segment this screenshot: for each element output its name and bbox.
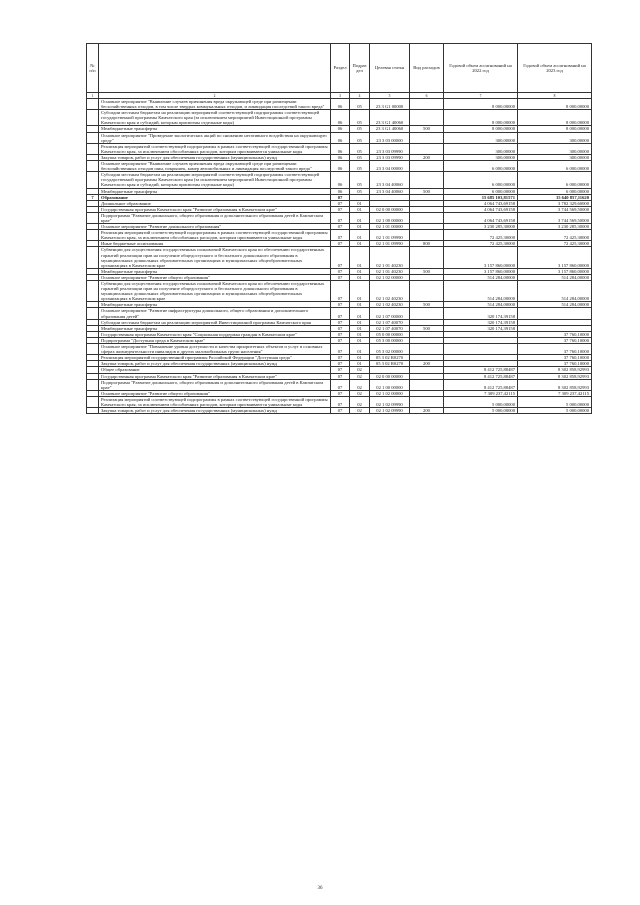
- row-podrazdel: 01: [350, 274, 370, 280]
- row-amount-2022: 300,00000: [444, 154, 518, 160]
- row-podrazdel: 05: [350, 132, 370, 143]
- row-name: Подпрограмма "Развитие дошкольного, общего образования и дополнительного образования детей в Камчатском крае": [99, 212, 331, 223]
- row-razdel: 07: [331, 379, 350, 390]
- row-name: Межбюджетные трансферты: [99, 268, 331, 274]
- row-number: [87, 143, 99, 154]
- row-amount-2022: 320 174,39158: [444, 325, 518, 331]
- header-2023: Годовой объем ассигнований на 2023 год: [518, 44, 592, 93]
- row-amount-2022: 514 284,00000: [444, 281, 518, 302]
- row-amount-2023: 37 760,10000: [518, 361, 592, 367]
- row-csr: 05 3 02 R0270: [370, 361, 410, 367]
- row-csr: 23 3 04 40060: [370, 172, 410, 188]
- row-razdel: 07: [331, 373, 350, 379]
- row-vr: [410, 396, 444, 407]
- row-amount-2023: 514 284,00000: [518, 274, 592, 280]
- row-csr: 02 1 02 09990: [370, 396, 410, 407]
- row-number: [87, 396, 99, 407]
- row-amount-2023: 300,00000: [518, 154, 592, 160]
- row-number: [87, 212, 99, 223]
- row-csr: 05 0 00 00000: [370, 331, 410, 337]
- row-amount-2022: 7 309 237,42115: [444, 390, 518, 396]
- row-amount-2023: 514 284,00000: [518, 281, 592, 302]
- row-name: Межбюджетные трансферты: [99, 126, 331, 132]
- row-podrazdel: 05: [350, 143, 370, 154]
- row-amount-2023: 5 000,00000: [518, 396, 592, 407]
- row-amount-2023: 3 744 569,50000: [518, 212, 592, 223]
- row-name: Образование: [99, 194, 331, 200]
- row-vr: [410, 281, 444, 302]
- table-row: [87, 379, 592, 390]
- row-amount-2022: 300,00000: [444, 132, 518, 143]
- column-index: 1: [87, 93, 99, 99]
- row-amount-2022: 6 000,00000: [444, 188, 518, 194]
- page-number: 36: [317, 886, 323, 891]
- row-amount-2022: 320 174,39158: [444, 308, 518, 319]
- row-vr: 500: [410, 302, 444, 308]
- row-amount-2022: 514 284,00000: [444, 302, 518, 308]
- row-amount-2023: 6 000,00000: [518, 161, 592, 172]
- row-amount-2023: 3 157 860,00000: [518, 268, 592, 274]
- row-razdel: 07: [331, 274, 350, 280]
- row-amount-2023: 300,00000: [518, 132, 592, 143]
- row-csr: 05 3 00 00000: [370, 337, 410, 343]
- row-razdel: 07: [331, 337, 350, 343]
- row-name: Иные бюджетные ассигнования: [99, 241, 331, 247]
- table-row: [87, 230, 592, 241]
- row-podrazdel: 02: [350, 367, 370, 373]
- column-index: 7: [444, 93, 518, 99]
- row-name: Закупка товаров, работ и услуг для обеспечения государственных (муниципальных) нужд: [99, 154, 331, 160]
- row-amount-2023: 514 284,00000: [518, 302, 592, 308]
- row-name: Межбюджетные трансферты: [99, 302, 331, 308]
- row-razdel: 07: [331, 230, 350, 241]
- row-podrazdel: 05: [350, 154, 370, 160]
- row-amount-2023: 8 302 858,92993: [518, 379, 592, 390]
- row-razdel: 07: [331, 212, 350, 223]
- row-vr: [410, 247, 444, 268]
- header-name: [99, 44, 331, 93]
- row-amount-2022: 320 174,39158: [444, 319, 518, 325]
- row-name: Субсидии местным бюджетам на реализацию мероприятий соответствующей подпрограммы соответствующей государственной программы Камчатского края (за исключением мероприятий Инвестиционной программы Камчатского края и субсидий, которым присвоены отдельные коды): [99, 172, 331, 188]
- row-amount-2022: 3 157 860,00000: [444, 247, 518, 268]
- row-amount-2022: 300,00000: [444, 143, 518, 154]
- row-name: Подпрограмма "Доступная среда в Камчатском крае": [99, 337, 331, 343]
- row-amount-2022: 4 064 743,69158: [444, 212, 518, 223]
- row-name: Субвенции для осуществления государственных полномочий Камчатского края по обеспечению государственных гарантий реализации прав на получение общедоступного и бесплатного дошкольного образования в муниципальных дошкольных образовательных организациях и муниципальных общеобразовательных организациях в Камчатском крае: [99, 247, 331, 268]
- table-row: [87, 143, 592, 154]
- row-vr: 200: [410, 361, 444, 367]
- row-amount-2023: 7 309 237,42115: [518, 390, 592, 396]
- row-amount-2022: 4 064 743,69158: [444, 200, 518, 206]
- table-row: [87, 132, 592, 143]
- row-vr: 500: [410, 268, 444, 274]
- row-podrazdel: 01: [350, 224, 370, 230]
- table-row: [87, 247, 592, 268]
- row-podrazdel: 05: [350, 126, 370, 132]
- table-row: [87, 161, 592, 172]
- row-vr: 200: [410, 408, 444, 414]
- row-razdel: 07: [331, 224, 350, 230]
- row-podrazdel: 01: [350, 206, 370, 212]
- row-number: [87, 247, 99, 268]
- row-csr: 23 3 03 00000: [370, 132, 410, 143]
- row-csr: 02 1 01 00000: [370, 224, 410, 230]
- row-name: Закупка товаров, работ и услуг для обеспечения государственных (муниципальных) нужд: [99, 408, 331, 414]
- row-podrazdel: 01: [350, 308, 370, 319]
- row-razdel: 07: [331, 247, 350, 268]
- row-podrazdel: 01: [350, 212, 370, 223]
- row-podrazdel: 05: [350, 172, 370, 188]
- row-number: [87, 99, 99, 110]
- row-podrazdel: 01: [350, 331, 370, 337]
- row-amount-2022: 6 000,00000: [444, 161, 518, 172]
- table-row: [87, 172, 592, 188]
- column-index: 5: [370, 93, 410, 99]
- row-amount-2023: 6 000,00000: [518, 188, 592, 194]
- row-amount-2023: 6 000,00000: [518, 172, 592, 188]
- row-csr: 02 1 02 40230: [370, 281, 410, 302]
- row-razdel: 07: [331, 408, 350, 414]
- row-podrazdel: 02: [350, 373, 370, 379]
- row-amount-2022: 3 230 285,30000: [444, 224, 518, 230]
- row-name: Основное мероприятие "Выявление случаев причинения вреда окружающей среде при размещении бесхозяйственных отходов, в том числе твердых коммунальных отходов, и ликвидация последствий такого вреда": [99, 99, 331, 110]
- row-podrazdel: 01: [350, 200, 370, 206]
- row-csr: 23 3 04 40060: [370, 188, 410, 194]
- row-amount-2023: 8 000,00000: [518, 110, 592, 126]
- row-csr: 02 1 07 00000: [370, 308, 410, 319]
- row-podrazdel: 05: [350, 188, 370, 194]
- row-csr: 02 1 07 40070: [370, 319, 410, 325]
- row-vr: [410, 161, 444, 172]
- row-csr: 05 3 02 00000: [370, 344, 410, 355]
- row-name: Межбюджетные трансферты: [99, 188, 331, 194]
- row-amount-2023: 3 744 569,50000: [518, 206, 592, 212]
- row-name: Основное мероприятие "Развитие дошкольного образования": [99, 224, 331, 230]
- row-name: Межбюджетные трансферты: [99, 325, 331, 331]
- table-row: [87, 308, 592, 319]
- table-row: [87, 110, 592, 126]
- row-razdel: 06: [331, 99, 350, 110]
- row-podrazdel: 05: [350, 110, 370, 126]
- row-razdel: 07: [331, 241, 350, 247]
- row-csr: 02 1 02 40230: [370, 302, 410, 308]
- row-vr: [410, 132, 444, 143]
- row-podrazdel: 01: [350, 268, 370, 274]
- row-razdel: 07: [331, 281, 350, 302]
- table-row: [87, 99, 592, 110]
- row-amount-2022: 8 000,00000: [444, 110, 518, 126]
- row-number: [87, 281, 99, 302]
- row-number: [87, 379, 99, 390]
- row-csr: 23 3 G1 40060: [370, 126, 410, 132]
- row-podrazdel: 05: [350, 161, 370, 172]
- header-vr: Вид расходов: [410, 44, 444, 93]
- table-row: [87, 212, 592, 223]
- row-amount-2023: 5 000,00000: [518, 408, 592, 414]
- row-podrazdel: 01: [350, 281, 370, 302]
- row-razdel: 07: [331, 319, 350, 325]
- row-csr: 02 1 00 00000: [370, 379, 410, 390]
- row-amount-2023: 37 760,10000: [518, 331, 592, 337]
- table-header-row: [87, 44, 592, 93]
- row-csr: 23 3 G1 00000: [370, 99, 410, 110]
- budget-table: [86, 43, 592, 414]
- row-razdel: 07: [331, 390, 350, 396]
- row-amount-2023: 37 760,10000: [518, 337, 592, 343]
- row-name: Общее образование: [99, 367, 331, 373]
- row-amount-2023: 8 000,00000: [518, 126, 592, 132]
- column-index: 6: [410, 93, 444, 99]
- row-amount-2023: [518, 308, 592, 319]
- row-number: [87, 110, 99, 126]
- row-name: Основное мероприятие "Развитие общего образования": [99, 274, 331, 280]
- row-razdel: 06: [331, 161, 350, 172]
- row-number: [87, 344, 99, 355]
- row-vr: [410, 344, 444, 355]
- row-podrazdel: 01: [350, 361, 370, 367]
- row-amount-2022: 8 000,00000: [444, 126, 518, 132]
- row-name: Субсидии местным бюджетам на реализацию мероприятий соответствующей подпрограммы соответствующей государственной программы Камчатского края (за исключением мероприятий Инвестиционной программы Камчатского края и субсидий, которым присвоены отдельные коды): [99, 110, 331, 126]
- table-row: [87, 408, 592, 414]
- row-csr: 23 3 G1 40060: [370, 110, 410, 126]
- row-razdel: 07: [331, 367, 350, 373]
- row-amount-2022: 8 412 725,88487: [444, 367, 518, 373]
- row-razdel: 06: [331, 110, 350, 126]
- row-amount-2023: 3 157 860,00000: [518, 247, 592, 268]
- row-razdel: 07: [331, 344, 350, 355]
- table-row: [87, 396, 592, 407]
- row-amount-2023: 3 230 285,30000: [518, 224, 592, 230]
- row-vr: [410, 99, 444, 110]
- row-amount-2022: 8 412 725,88487: [444, 379, 518, 390]
- row-vr: [410, 110, 444, 126]
- row-podrazdel: 01: [350, 355, 370, 361]
- row-name: Реализация мероприятий соответствующей подпрограммы в рамках соответствующей государственной программы Камчатского края, за исключением обособленных расходов, которым присваиваются уникальные коды: [99, 396, 331, 407]
- row-csr: 02 1 01 09990: [370, 241, 410, 247]
- row-vr: [410, 308, 444, 319]
- row-razdel: 06: [331, 172, 350, 188]
- header-razdel: Раздел: [331, 44, 350, 93]
- row-vr: [410, 212, 444, 223]
- row-amount-2023: 15 640 857,11620: [518, 194, 592, 200]
- row-razdel: 07: [331, 268, 350, 274]
- row-number: [87, 308, 99, 319]
- column-index: 8: [518, 93, 592, 99]
- row-amount-2023: 8 302 858,92993: [518, 373, 592, 379]
- row-amount-2022: 15 685 103,81571: [444, 194, 518, 200]
- row-name: Основное мероприятие "Развитие инфраструктуры дошкольного, общего образования и дополнительного образования детей": [99, 308, 331, 319]
- row-number: [87, 172, 99, 188]
- row-amount-2023: 37 760,10000: [518, 355, 592, 361]
- row-podrazdel: 01: [350, 241, 370, 247]
- header-csr: Целевая статья: [370, 44, 410, 93]
- row-podrazdel: 02: [350, 390, 370, 396]
- row-csr: 23 3 03 09990: [370, 154, 410, 160]
- row-csr: 23 3 04 00000: [370, 161, 410, 172]
- row-amount-2023: 300,00000: [518, 143, 592, 154]
- row-csr: 02 1 01 40230: [370, 247, 410, 268]
- row-name: Основное мероприятие "Выявление случаев причинения вреда окружающей среде при размещении бесхозяйственных отходов шин, покрышек, камер автомобильных и ликвидация последствий такого вреда": [99, 161, 331, 172]
- column-index: 2: [99, 93, 331, 99]
- row-csr: 02 0 00 00000: [370, 206, 410, 212]
- row-amount-2022: [444, 344, 518, 355]
- row-csr: 02 1 02 00000: [370, 274, 410, 280]
- row-csr: 02 1 01 09990: [370, 230, 410, 241]
- row-csr: 02 1 02 09990: [370, 408, 410, 414]
- row-podrazdel: 01: [350, 230, 370, 241]
- row-vr: [410, 143, 444, 154]
- row-razdel: 06: [331, 143, 350, 154]
- row-amount-2022: 514 284,00000: [444, 274, 518, 280]
- row-name: Основное мероприятие "Повышение уровня доступности и качества приоритетных объектов и услуг в основных сферах жизнедеятельности инвалидов и других маломобильных групп населения": [99, 344, 331, 355]
- row-name: Субвенции для осуществления государственных полномочий Камчатского края по обеспечению государственных гарантий реализации прав на получение общедоступного и бесплатного дошкольного образования в муниципальных дошкольных образовательных организациях и муниципальных общеобразовательных организациях в Камчатском крае: [99, 281, 331, 302]
- row-name: Субсидии местным бюджетам на реализацию мероприятий Инвестиционной программы Камчатского края: [99, 319, 331, 325]
- row-amount-2022: 72 425,30000: [444, 230, 518, 241]
- row-vr: [410, 379, 444, 390]
- row-name: Государственная программа Камчатского края "Развитие образования в Камчатском крае": [99, 206, 331, 212]
- row-razdel: 06: [331, 154, 350, 160]
- table-row: [87, 281, 592, 302]
- row-amount-2023: 72 425,30000: [518, 230, 592, 241]
- header-2022: Годовой объем ассигнований на 2022 год: [444, 44, 518, 93]
- row-vr: 500: [410, 188, 444, 194]
- row-name: Закупка товаров, работ и услуг для обеспечения государственных (муниципальных) нужд: [99, 361, 331, 367]
- row-name: Государственная программа Камчатского края "Социальная поддержка граждан в Камчатском крае": [99, 331, 331, 337]
- row-amount-2023: 72 425,30000: [518, 241, 592, 247]
- row-razdel: 06: [331, 126, 350, 132]
- row-razdel: 07: [331, 302, 350, 308]
- row-podrazdel: 02: [350, 408, 370, 414]
- row-vr: 800: [410, 241, 444, 247]
- row-amount-2023: 3 782 329,60000: [518, 200, 592, 206]
- row-number: [87, 161, 99, 172]
- row-amount-2022: 6 000,00000: [444, 172, 518, 188]
- row-amount-2022: 72 425,30000: [444, 241, 518, 247]
- row-razdel: 07: [331, 206, 350, 212]
- row-podrazdel: 01: [350, 325, 370, 331]
- row-razdel: 07: [331, 194, 350, 200]
- row-razdel: 06: [331, 132, 350, 143]
- row-razdel: 07: [331, 355, 350, 361]
- row-name: Реализация мероприятий государственной программы Российской Федерации "Доступная среда": [99, 355, 331, 361]
- row-razdel: 07: [331, 361, 350, 367]
- row-razdel: 07: [331, 396, 350, 407]
- row-amount-2022: 4 064 743,69158: [444, 206, 518, 212]
- row-podrazdel: 05: [350, 99, 370, 110]
- row-csr: 02 1 07 40070: [370, 325, 410, 331]
- row-podrazdel: 02: [350, 379, 370, 390]
- row-razdel: 07: [331, 331, 350, 337]
- row-razdel: 07: [331, 325, 350, 331]
- row-amount-2022: 5 000,00000: [444, 408, 518, 414]
- row-csr: 02 1 01 40230: [370, 268, 410, 274]
- row-vr: 200: [410, 154, 444, 160]
- row-name: Государственная программа Камчатского края "Развитие образования в Камчатском крае": [99, 373, 331, 379]
- row-podrazdel: 01: [350, 247, 370, 268]
- row-vr: 500: [410, 325, 444, 331]
- column-index: 4: [350, 93, 370, 99]
- row-podrazdel: 01: [350, 337, 370, 343]
- row-number: [87, 408, 99, 414]
- row-csr: 02 1 02 00000: [370, 390, 410, 396]
- row-podrazdel: 01: [350, 319, 370, 325]
- row-name: Дошкольное образование: [99, 200, 331, 206]
- row-name: Реализация мероприятий соответствующей подпрограммы в рамках соответствующей государственной программы Камчатского края, за исключением обособленных расходов, которым присваиваются уникальные коды: [99, 230, 331, 241]
- row-name: Основное мероприятие "Проведение экологических акций по снижению негативного воздействия на окружающую среду": [99, 132, 331, 143]
- header-podrazdel: Подраздел: [350, 44, 370, 93]
- row-vr: [410, 172, 444, 188]
- row-amount-2023: 37 760,10000: [518, 344, 592, 355]
- row-vr: [410, 230, 444, 241]
- header-num: № п/п: [87, 44, 99, 93]
- row-amount-2022: 3 157 860,00000: [444, 268, 518, 274]
- table-body: [87, 99, 592, 414]
- row-amount-2022: 8 412 725,88487: [444, 373, 518, 379]
- row-number: [87, 230, 99, 241]
- row-csr: 05 3 02 R0270: [370, 355, 410, 361]
- row-csr: 02 0 00 00000: [370, 373, 410, 379]
- row-vr: 500: [410, 126, 444, 132]
- row-csr: 02 1 00 00000: [370, 212, 410, 223]
- row-name: Основное мероприятие "Развитие общего образования": [99, 390, 331, 396]
- row-podrazdel: 01: [350, 344, 370, 355]
- table-row: [87, 344, 592, 355]
- row-amount-2023: 8 000,00000: [518, 99, 592, 110]
- row-number: [87, 132, 99, 143]
- row-name: Реализация мероприятий соответствующей подпрограммы в рамках соответствующей государственной программы Камчатского края, за исключением обособленных расходов, которым присваиваются уникальные коды: [99, 143, 331, 154]
- row-number: 7: [87, 194, 99, 200]
- row-amount-2022: 5 000,00000: [444, 396, 518, 407]
- row-amount-2022: 8 000,00000: [444, 99, 518, 110]
- row-razdel: 07: [331, 200, 350, 206]
- row-amount-2023: 8 302 858,92993: [518, 367, 592, 373]
- row-podrazdel: 02: [350, 396, 370, 407]
- row-csr: 23 3 03 09990: [370, 143, 410, 154]
- row-razdel: 07: [331, 308, 350, 319]
- column-index: 3: [331, 93, 350, 99]
- row-name: Подпрограмма "Развитие дошкольного, общего образования и дополнительного образования детей в Камчатском крае": [99, 379, 331, 390]
- row-razdel: 06: [331, 188, 350, 194]
- row-podrazdel: 01: [350, 302, 370, 308]
